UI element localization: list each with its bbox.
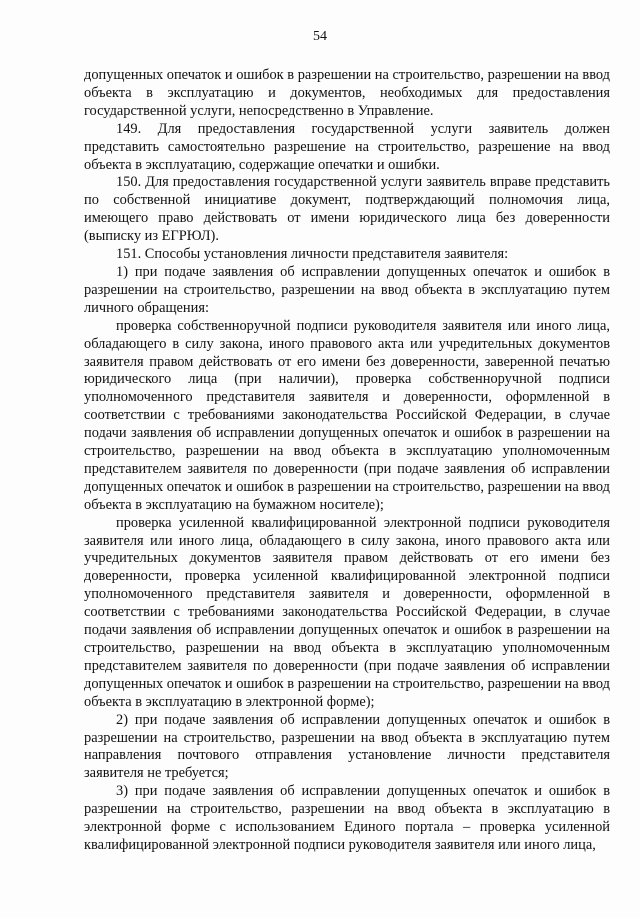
paragraph-151-item-3: 3) при подаче заявления об исправлении допущенных опечаток и ошибок в разрешении на строительство, разрешении на ввод объекта в эксплуатацию в электронной форме с использованием Единого портала – проверка усиленной квалифицированной электронной подписи руководителя заявителя или иного лица, — [84, 783, 610, 853]
paragraph-150: 150. Для предоставления государственной услуги заявитель вправе представить по собственной инициативе документ, подтверждающий полномочия лица, имеющего право действовать от имени юридического лица без доверенности (выписку из ЕГРЮЛ). — [84, 174, 610, 245]
paragraph-continuation: допущенных опечаток и ошибок в разрешении на строительство, разрешении на ввод объекта в эксплуатацию и документов, необходимых для предоставления государственной услуги, непосредственно в Управление. — [84, 67, 610, 119]
page-number: 54 — [313, 29, 327, 44]
paragraph-151-item-1: 1) при подаче заявления об исправлении допущенных опечаток и ошибок в разрешении на строительство, разрешении на ввод объекта в эксплуатацию путем личного обращения: — [84, 263, 610, 316]
paragraph-149: 149. Для предоставления государственной услуги заявитель должен представить самостоятельно разрешение на строительство, разрешение на ввод объекта в эксплуатацию, содержащие опечатки и ошибки. — [84, 120, 610, 173]
paragraph-electronic-signature-check: проверка усиленной квалифицированной электронной подписи руководителя заявителя или иного лица, обладающего в силу закона, иного правового акта или учредительных документов заявителя правом действовать от его имени без доверенности, проверка усиленной квалифицированной электронной подписи уполномоченного представителя заявителя и доверенности, оформленной в соответствии с требованиями законодательства Российской Федерации, в случае подачи заявления об исправлении допущенных опечаток и ошибок в разрешении на строительство, разрешении на ввод объекта в эксплуатацию уполномоченным представителем заявителя по доверенности (при подаче заявления об исправлении допущенных опечаток и ошибок в разрешении на строительство, разрешении на ввод объекта в эксплуатацию в электронной форме); — [84, 514, 610, 710]
paragraph-handwritten-signature-check: проверка собственноручной подписи руководителя заявителя или иного лица, обладающего в силу закона, иного правового акта или учредительных документов заявителя правом действовать от его имени без доверенности, заверенной печатью юридического лица (при наличии), проверка собственноручной подписи уполномоченного представителя заявителя и доверенности, оформленной в соответствии с требованиями законодательства Российской Федерации, в случае подачи заявления об исправлении допущенных опечаток и ошибок в разрешении на строительство, разрешении на ввод объекта в эксплуатацию уполномоченным представителем заявителя по доверенности (при подаче заявления об исправлении допущенных опечаток и ошибок в разрешении на строительство, разрешении на ввод объекта в эксплуатацию на бумажном носителе); — [84, 317, 610, 513]
document-body — [84, 67, 610, 855]
paragraph-151: 151. Способы установления личности представителя заявителя: — [116, 246, 509, 263]
paragraph-151-item-2: 2) при подаче заявления об исправлении допущенных опечаток и ошибок в разрешении на строительство, разрешении на ввод объекта в эксплуатацию путем направления почтового отправления установление личности представителя заявителя не требуется; — [84, 711, 610, 782]
